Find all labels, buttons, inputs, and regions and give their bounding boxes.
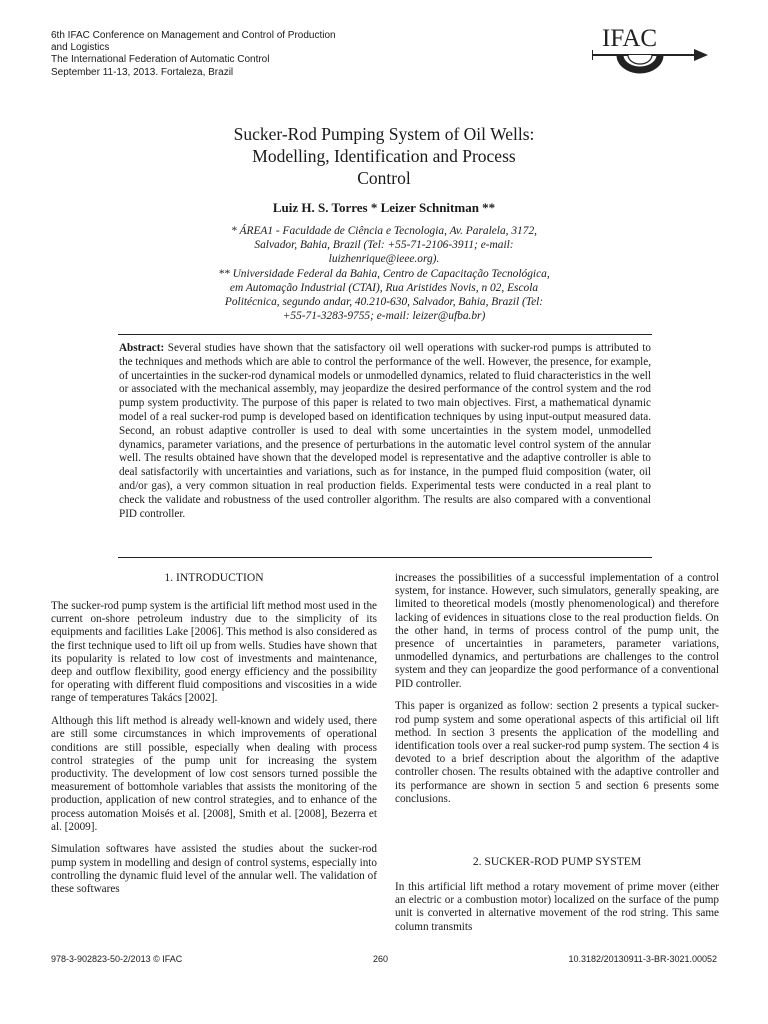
conference-line: The International Federation of Automatic Control bbox=[51, 54, 270, 66]
paragraph: Simulation softwares have assisted the studies about the sucker-rod pump system in modelling and design of control systems, especially into controlling the dynamic fluid level of the annular well. The validation of these softwares bbox=[51, 843, 377, 896]
title-line: Sucker-Rod Pumping System of Oil Wells: bbox=[233, 124, 535, 144]
footer-isbn: 978-3-902823-50-2/2013 © IFAC bbox=[51, 954, 183, 964]
affiliation-line: ** Universidade Federal da Bahia, Centro de Capacitação Tecnológica, bbox=[218, 267, 550, 280]
left-column bbox=[51, 600, 377, 906]
paragraph: Although this lift method is already well-known and widely used, there are still some circumstances in which improvements of operational conditions are still possible, especially when dealing with process control strategies of the pump unit for increasing the system productivity. The development of low cost sensors turned possible the measurement of bottomhole variables that assists the monitoring of the production, application of new control strategies, and to enhance of the process automation Moisés et al. [2008], Smith et al. [2008], Bezerra et al. [2009]. bbox=[51, 715, 377, 833]
conference-line: 6th IFAC Conference on Management and Control of Production bbox=[51, 30, 336, 41]
paper-title bbox=[120, 123, 648, 189]
conference-header bbox=[51, 30, 381, 79]
abstract-top-rule bbox=[118, 334, 652, 335]
affiliation-line: Salvador, Bahia, Brazil (Tel: +55-71-2106-3911; e-mail: bbox=[254, 239, 514, 252]
affiliation-line: * ÁREA1 - Faculdade de Ciência e Tecnologia, Av. Paralela, 3172, bbox=[230, 225, 537, 237]
section2-paragraph: In this artificial lift method a rotary movement of prime mover (either an electric or a combustion motor) localized on the surface of the pump unit is converted in alternative movement of the rod string. This same column transmits bbox=[395, 881, 719, 933]
abstract bbox=[119, 342, 651, 521]
conference-line: September 11-13, 2013. Fortaleza, Brazil bbox=[51, 66, 234, 78]
ifac-logo-text: IFAC bbox=[602, 25, 658, 52]
affiliation-line: luizhenrique@ieee.org). bbox=[328, 253, 440, 266]
title-line: Control bbox=[357, 168, 411, 188]
ifac-logo bbox=[592, 22, 708, 84]
affiliation-line: em Automação Industrial (CTAI), Rua Aristides Novis, n 02, Escola bbox=[229, 281, 539, 294]
title-line: Modelling, Identification and Process bbox=[252, 146, 516, 166]
conference-line: and Logistics bbox=[51, 42, 110, 54]
footer-page-number: 260 bbox=[373, 954, 389, 964]
abstract-bottom-rule bbox=[118, 557, 652, 558]
affiliation-line: +55-71-3283-9755; e-mail: leizer@ufba.br) bbox=[282, 310, 486, 323]
right-column bbox=[395, 572, 719, 815]
paragraph: The sucker-rod pump system is the artificial lift method most used in the current on-shore petroleum industry due to the simplicity of its equipments and facilities Lake [2006]. This method is also considered as the first technique used to lift oil up from wells. Studies have shown that its popularity is related to low cost of investments and maintenance, deep and outflow flexibility, good energy efficiency and the possibility for operating with different fluid compositions and viscosities in a wide range of temperatures Takács [2002]. bbox=[51, 600, 377, 705]
abstract-text: Several studies have shown that the satisfactory oil well operations with sucker-rod pumps is attributed to the techniques and methods which are able to control the performance of the well. However, the presence, for example, of uncertainties in the sucker-rod dynamical models or unmodelled dynamics, related to fluid characteristics in the well or associated with the mechanical assembly, may jeopardize the desired performance of the control system and the rod pump system productivity. The purpose of this paper is related to two main objectives. First, a mathematical dynamic model of a real sucker-rod pump is developed based on identification techniques by using input-output measured data. Second, an robust adaptive controller is used to deal with some uncertainties in the system model, unmodelled dynamics, parameter variations, and the presence of perturbations in the automatic level control system of the annular well. The results obtained have shown that the developed model is representative and the adaptive controller is able to deal satisfactorily with uncertainties and variations, such as for instance, in the pumped fluid composition (water, oil and/or gas), a very common situation in real production fields. Experimental tests were conducted in a real plant to check the validate and robustness of the used controller algorithm. The results are also compared with a conventional PID controller. bbox=[119, 342, 651, 520]
footer-doi: 10.3182/20130911-3-BR-3021.00052 bbox=[568, 954, 717, 964]
authors: Luiz H. S. Torres * Leizer Schnitman ** bbox=[272, 200, 496, 215]
affiliations bbox=[168, 224, 600, 323]
section-heading-introduction: 1. INTRODUCTION bbox=[164, 571, 264, 584]
paragraph: This paper is organized as follow: section 2 presents a typical sucker-rod pump system and some operational aspects of this artificial oil lift method. In section 3 presents the application of the modelling and identification tools over a real sucker-rod pump system. The section 4 is devoted to a brief description about the algorithm of the adaptive controller chosen. The results obtained with the adaptive controller and its performance are shown in section 5 and section 6 presents some conclusions. bbox=[395, 700, 719, 805]
section-heading-sucker-rod-pump-system: 2. SUCKER-ROD PUMP SYSTEM bbox=[472, 855, 642, 868]
affiliation-line: Politécnica, segundo andar, 40.210-630, Salvador, Bahia, Brazil (Tel: bbox=[224, 296, 544, 309]
abstract-label: Abstract: bbox=[119, 342, 165, 354]
paragraph: increases the possibilities of a successful implementation of a control system, for instance. However, such simulators, generally speaking, are limited to theoretical models (mostly phenomenological) and therefore lacking of evidences in situations close to the real production fields. On the other hand, in terms of process control of the pump unit, the presence of uncertainties in parameters, parameter variations, unmodelled dynamics, and perturbations are challenges to the control system and they can jeopardize the good performance of a conventional PID controller. bbox=[395, 572, 719, 690]
